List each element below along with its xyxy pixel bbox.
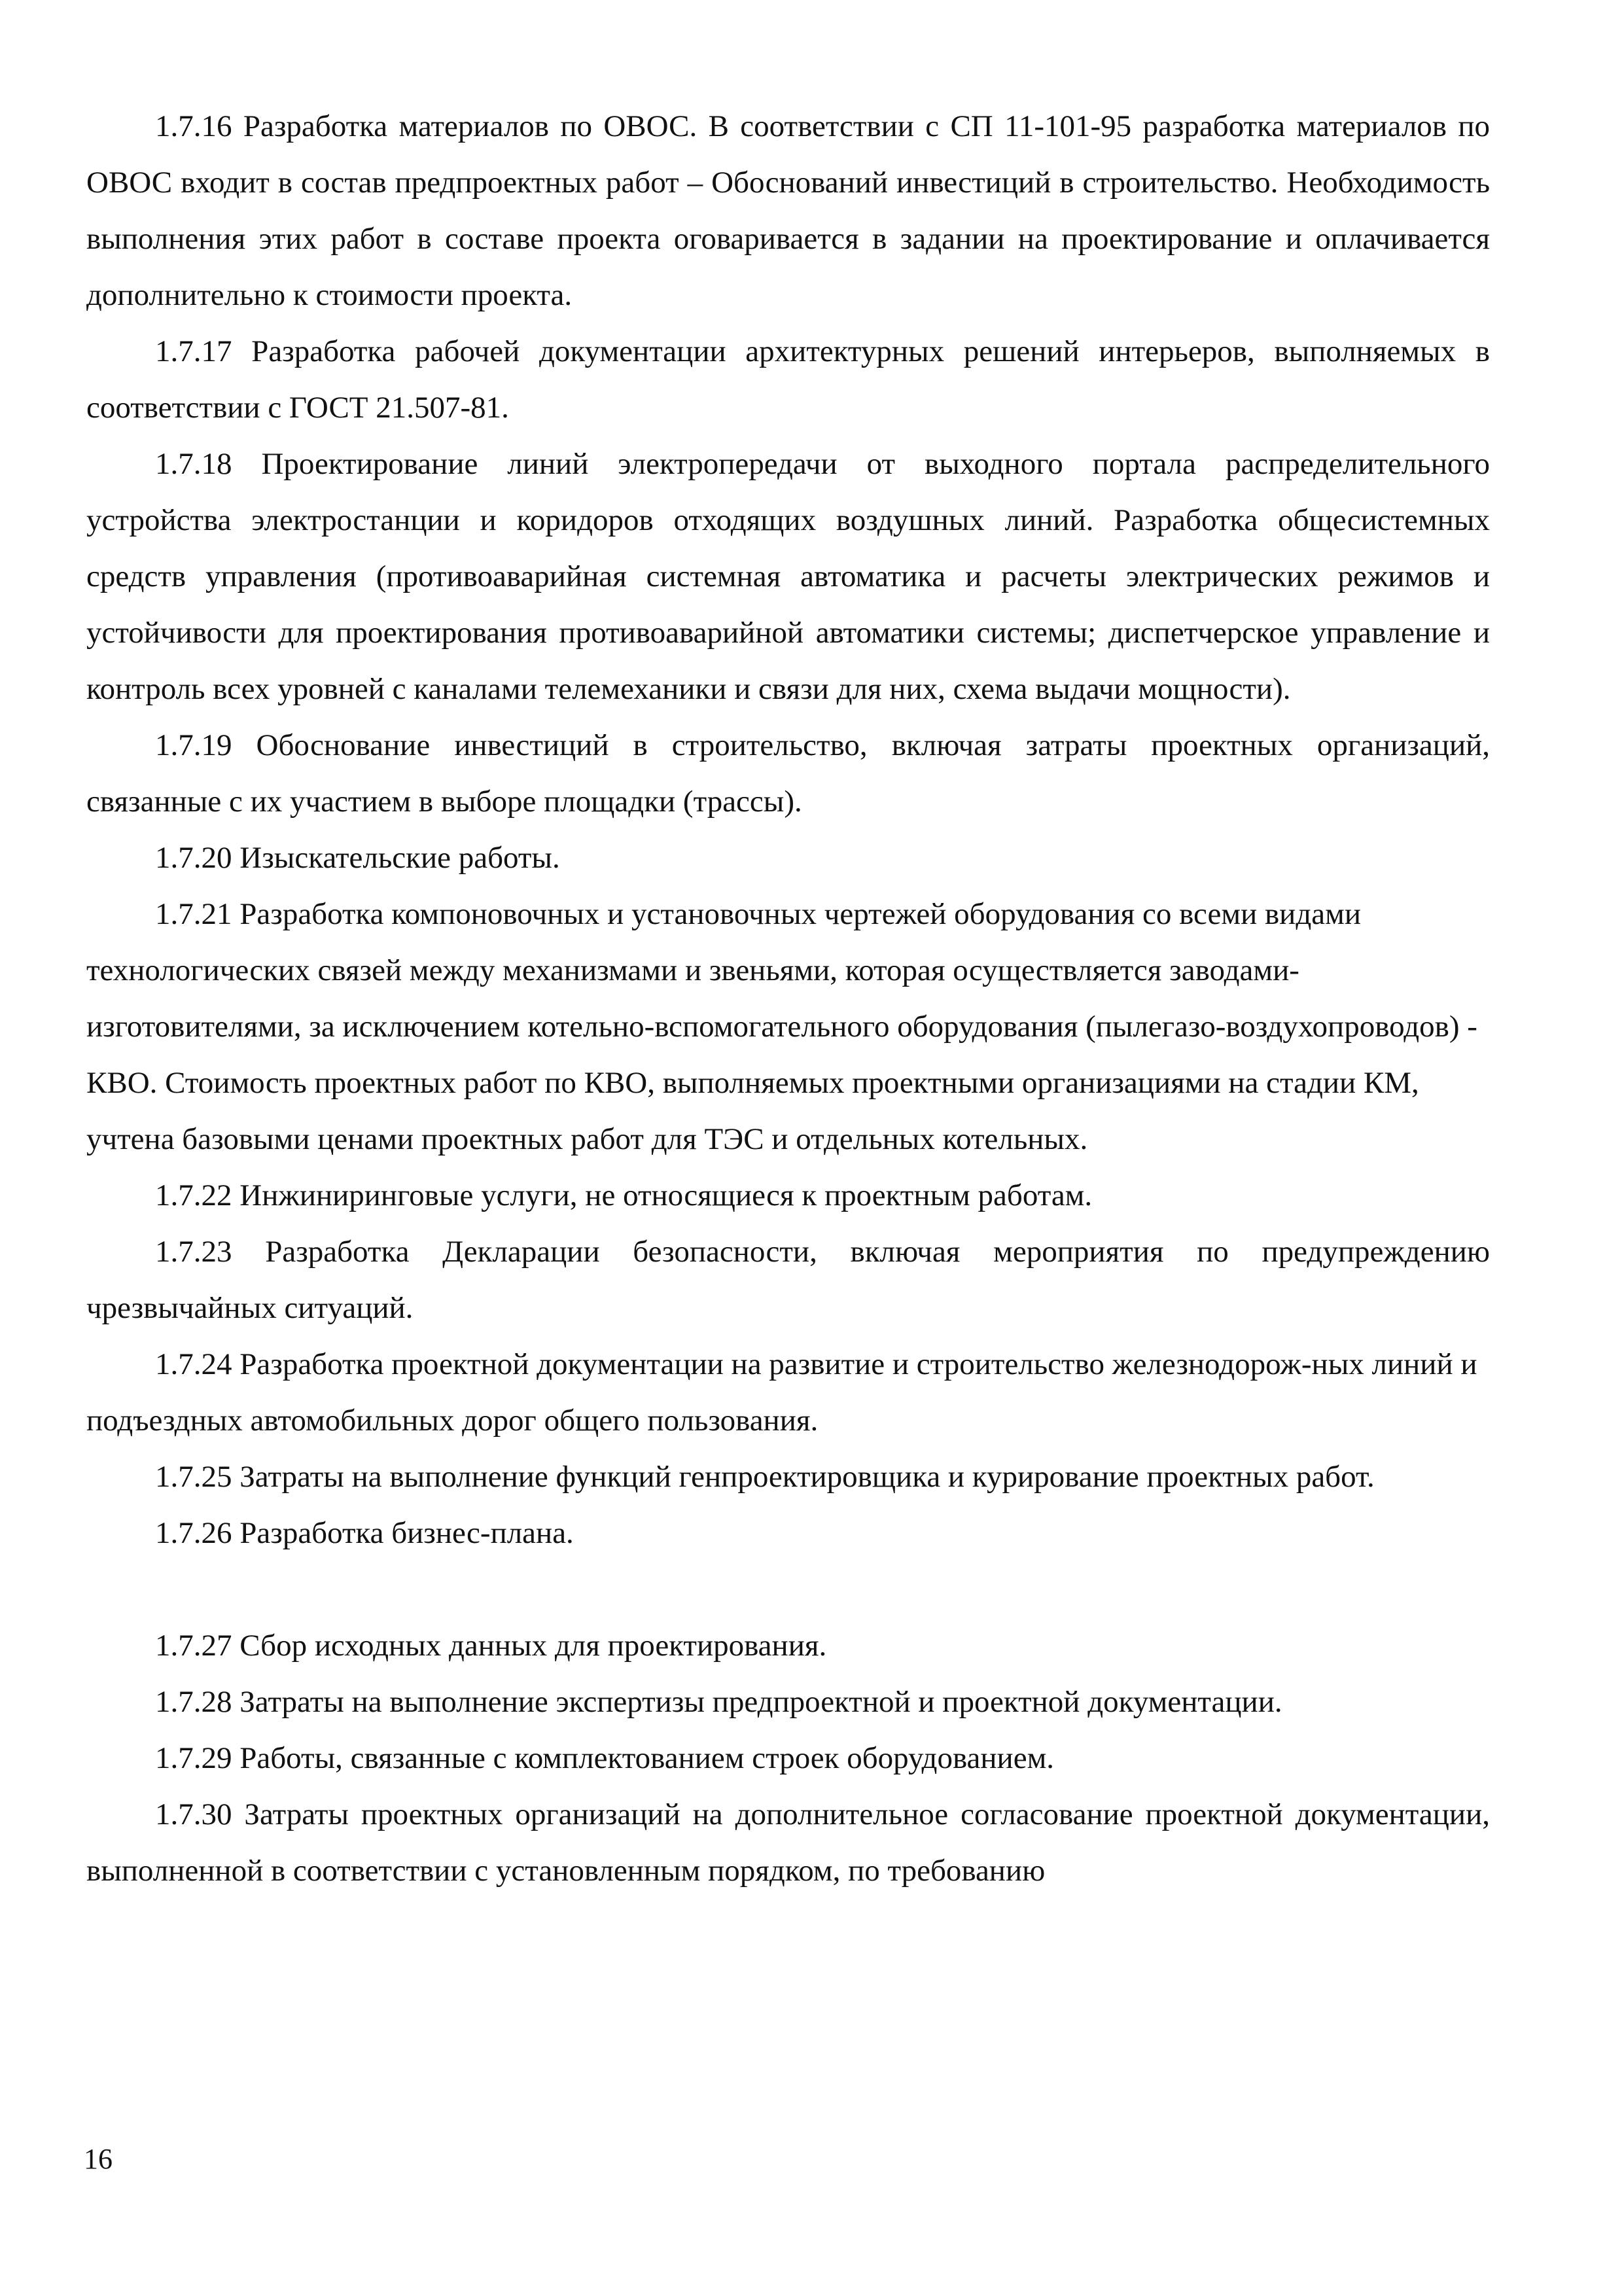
paragraph-1-7-25: 1.7.25 Затраты на выполнение функций генпроектировщика и курирование проектных работ. [155,1460,1375,1494]
paragraph-1-7-26: 1.7.26 Разработка бизнес-плана. [155,1516,574,1550]
paragraph-1-7-29: 1.7.29 Работы, связанные с комплектованием строек оборудованием. [155,1741,1055,1775]
paragraph-1-7-16: 1.7.16 Разработка материалов по ОВОС. В соответствии с СП 11-101-95 разработка материалов по ОВОС входит в состав предпроектных работ – Обоснований инвестиций в строительство. Необходимость выполнения этих работ в составе проекта оговаривается в задании на проектирование и оплачивается дополнительно к стоимости проекта. [86,109,1490,312]
paragraph-1-7-23: 1.7.23 Разработка Декларации безопасности, включая мероприятия по предупреждению чрезвычайных ситуаций. [86,1235,1490,1325]
paragraph-1-7-24: 1.7.24 Разработка проектной документации на развитие и строительство железнодорож-ных линий и подъездных автомобильных дорог общего пользования. [86,1347,1477,1438]
paragraph-1-7-21: 1.7.21 Разработка компоновочных и установочных чертежей оборудования со всеми видами технологических связей между механизмами и звеньями, которая осуществляется заводами-изготовителями, за исключением котельно-вспомогательного оборудования (пылегазо-воздухопроводов) - КВО. Стоимость проектных работ по КВО, выполняемых проектными организациями на стадии КМ, учтена базовыми ценами проектных работ для ТЭС и отдельных котельных. [86,897,1477,1156]
blank-line [86,1561,1490,1617]
paragraph-1-7-19: 1.7.19 Обоснование инвестиций в строительство, включая затраты проектных организаций, связанные с их участием в выборе площадки (трассы). [86,728,1490,819]
paragraph-1-7-27: 1.7.27 Сбор исходных данных для проектирования. [155,1629,827,1663]
paragraph-1-7-22: 1.7.22 Инжиниринговые услуги, не относящиеся к проектным работам. [155,1178,1093,1212]
paragraph-1-7-28: 1.7.28 Затраты на выполнение экспертизы предпроектной и проектной документации. [155,1685,1282,1719]
paragraph-1-7-30: 1.7.30 Затраты проектных организаций на дополнительное согласование проектной документации, выполненной в соответствии с установленным порядком, по требованию [86,1797,1490,1888]
document-body [86,98,1490,1899]
paragraph-1-7-18: 1.7.18 Проектирование линий электропередачи от выходного портала распределительного устройства электростанции и коридоров отходящих воздушных линий. Разработка общесистемных средств управления (противоаварийная системная автоматика и расчеты электрических режимов и устойчивости для проектирования противоаварийной автоматики системы; диспетчерское управление и контроль всех уровней с каналами телемеханики и связи для них, схема выдачи мощности). [86,447,1490,706]
paragraph-1-7-20: 1.7.20 Изыскательские работы. [155,841,560,875]
paragraph-1-7-17: 1.7.17 Разработка рабочей документации архитектурных решений интерьеров, выполняемых в соответствии с ГОСТ 21.507-81. [86,334,1490,425]
page-number: 16 [84,2143,113,2175]
